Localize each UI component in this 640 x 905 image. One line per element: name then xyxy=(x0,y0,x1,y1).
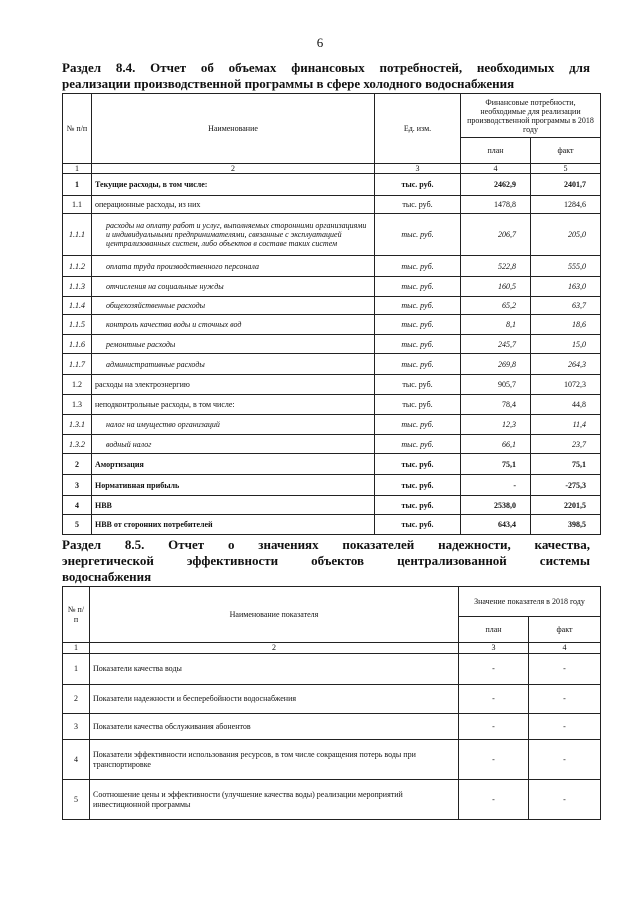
row-fact: -275,3 xyxy=(531,475,601,496)
row-unit: тыс. руб. xyxy=(375,435,461,454)
row-plan: 78,4 xyxy=(461,395,531,415)
row-plan: - xyxy=(459,654,529,685)
row-plan: 643,4 xyxy=(461,515,531,535)
row-name: Показатели эффективности использования ресурсов, в том числе сокращения потерь воды при транспортировке xyxy=(90,740,459,780)
table-row xyxy=(63,395,601,415)
page-number: 6 xyxy=(316,35,324,50)
column-number: 1 xyxy=(63,643,90,654)
column-number: 4 xyxy=(461,164,531,174)
indicators-table xyxy=(62,586,601,820)
table-row xyxy=(63,315,601,335)
column-numbers-row xyxy=(63,643,601,654)
row-unit: тыс. руб. xyxy=(375,297,461,315)
row-fact: 44,8 xyxy=(531,395,601,415)
row-name: Показатели качества воды xyxy=(90,654,459,685)
table-row xyxy=(63,335,601,354)
column-number: 3 xyxy=(375,164,461,174)
column-number: 5 xyxy=(531,164,601,174)
section-8-5-title-line3: водоснабжения xyxy=(62,569,152,584)
row-num: 1 xyxy=(63,174,92,196)
header-financial-needs: Финансовые потребности, необходимые для реализации производственной программы в 2018 году xyxy=(461,94,601,138)
row-fact: 555,0 xyxy=(531,256,601,277)
row-num: 1.1.5 xyxy=(63,315,92,335)
row-unit: тыс. руб. xyxy=(375,354,461,375)
column-number: 4 xyxy=(529,643,601,654)
row-plan: 2462,9 xyxy=(461,174,531,196)
row-num: 3 xyxy=(63,714,90,740)
table-row xyxy=(63,354,601,375)
row-name: Показатели качества обслуживания абонентов xyxy=(90,714,459,740)
row-plan: 2538,0 xyxy=(461,496,531,515)
table-row xyxy=(63,515,601,535)
row-plan: - xyxy=(461,475,531,496)
row-num: 2 xyxy=(63,685,90,714)
row-num: 4 xyxy=(63,740,90,780)
row-plan: 75,1 xyxy=(461,454,531,475)
row-name: оплата труда производственного персонала xyxy=(92,256,375,277)
section-8-4-title-line2: реализации производственной программы в сфере холодного водоснабжения xyxy=(62,76,515,91)
row-num: 5 xyxy=(63,515,92,535)
row-name: Текущие расходы, в том числе: xyxy=(92,174,375,196)
row-num: 1.1.2 xyxy=(63,256,92,277)
header-name: Наименование xyxy=(92,94,375,164)
row-num: 1.3.2 xyxy=(63,435,92,454)
row-num: 2 xyxy=(63,454,92,475)
table-row xyxy=(63,475,601,496)
row-name: Соотношение цены и эффективности (улучшение качества воды) реализации мероприятий инвестиционной программы xyxy=(90,780,459,820)
row-name: Амортизация xyxy=(92,454,375,475)
row-name: неподконтрольные расходы, в том числе: xyxy=(92,395,375,415)
row-num: 1.1.7 xyxy=(63,354,92,375)
row-fact: 264,3 xyxy=(531,354,601,375)
table-row xyxy=(63,714,601,740)
row-name: расходы на электроэнергию xyxy=(92,375,375,395)
header-unit: Ед. изм. xyxy=(375,94,461,164)
row-name: Нормативная прибыль xyxy=(92,475,375,496)
row-plan: 65,2 xyxy=(461,297,531,315)
row-unit: тыс. руб. xyxy=(375,515,461,535)
table-row xyxy=(63,415,601,435)
row-unit: тыс. руб. xyxy=(375,174,461,196)
row-fact: 23,7 xyxy=(531,435,601,454)
table-row xyxy=(63,174,601,196)
row-unit: тыс. руб. xyxy=(375,454,461,475)
header-plan: план xyxy=(461,138,531,164)
row-plan: 905,7 xyxy=(461,375,531,395)
row-fact: 1072,3 xyxy=(531,375,601,395)
row-fact: 1284,6 xyxy=(531,196,601,214)
table-row xyxy=(63,214,601,256)
row-fact: 11,4 xyxy=(531,415,601,435)
row-fact: 205,0 xyxy=(531,214,601,256)
financial-needs-table xyxy=(62,93,601,535)
table-row xyxy=(63,685,601,714)
header-indicator-value: Значение показателя в 2018 году xyxy=(459,587,601,617)
header-num: № п/п xyxy=(63,587,90,643)
row-plan: - xyxy=(459,714,529,740)
row-name: общехозяйственные расходы xyxy=(92,297,375,315)
row-plan: - xyxy=(459,740,529,780)
row-fact: - xyxy=(529,740,601,780)
row-fact: 398,5 xyxy=(531,515,601,535)
table-row xyxy=(63,496,601,515)
section-8-5-heading xyxy=(62,537,590,585)
row-plan: 269,8 xyxy=(461,354,531,375)
row-num: 4 xyxy=(63,496,92,515)
table-row xyxy=(63,654,601,685)
row-plan: 12,3 xyxy=(461,415,531,435)
row-num: 1.1.6 xyxy=(63,335,92,354)
row-unit: тыс. руб. xyxy=(375,496,461,515)
header-indicator-name: Наименование показателя xyxy=(90,587,459,643)
row-unit: тыс. руб. xyxy=(375,277,461,297)
row-num: 3 xyxy=(63,475,92,496)
row-name: контроль качества воды и сточных вод xyxy=(92,315,375,335)
row-num: 1.1.1 xyxy=(63,214,92,256)
column-number: 3 xyxy=(459,643,529,654)
row-name: НВВ от сторонних потребителей xyxy=(92,515,375,535)
row-unit: тыс. руб. xyxy=(375,335,461,354)
row-num: 1.1.4 xyxy=(63,297,92,315)
row-unit: тыс. руб. xyxy=(375,375,461,395)
table-row xyxy=(63,740,601,780)
table-row xyxy=(63,375,601,395)
row-unit: тыс. руб. xyxy=(375,415,461,435)
row-plan: - xyxy=(459,685,529,714)
row-unit: тыс. руб. xyxy=(375,315,461,335)
row-num: 1.2 xyxy=(63,375,92,395)
row-num: 5 xyxy=(63,780,90,820)
row-unit: тыс. руб. xyxy=(375,214,461,256)
row-num: 1.3.1 xyxy=(63,415,92,435)
column-number: 2 xyxy=(92,164,375,174)
column-number: 1 xyxy=(63,164,92,174)
section-8-4-heading xyxy=(62,60,590,92)
row-name: ремонтные расходы xyxy=(92,335,375,354)
section-8-5-title-line1: Раздел 8.5. Отчет о значениях показателей надежности, качества, xyxy=(62,537,590,552)
row-unit: тыс. руб. xyxy=(375,256,461,277)
table-row xyxy=(63,297,601,315)
row-name: НВВ xyxy=(92,496,375,515)
financial-needs-rows xyxy=(63,174,601,535)
table-row xyxy=(63,277,601,297)
section-8-4-title-line1: Раздел 8.4. Отчет об объемах финансовых потребностей, необходимых для xyxy=(62,60,590,75)
row-plan: 160,5 xyxy=(461,277,531,297)
table-row xyxy=(63,435,601,454)
row-plan: 522,8 xyxy=(461,256,531,277)
row-plan: - xyxy=(459,780,529,820)
header-fact: факт xyxy=(529,617,601,643)
row-num: 1 xyxy=(63,654,90,685)
row-fact: - xyxy=(529,780,601,820)
header-fact: факт xyxy=(531,138,601,164)
row-fact: - xyxy=(529,654,601,685)
column-numbers-row xyxy=(63,164,601,174)
row-name: расходы на оплату работ и услуг, выполняемых сторонними организациями и индивидуальными предпринимателями, связанные с эксплуатацией централизованных систем, либо объектов в составе таких систем xyxy=(92,214,375,256)
indicators-rows xyxy=(63,654,601,820)
section-8-5-title-line2: энергетической эффективности объектов централизованной системы xyxy=(62,553,590,568)
row-name: водный налог xyxy=(92,435,375,454)
row-name: Показатели надежности и бесперебойности водоснабжения xyxy=(90,685,459,714)
table-row xyxy=(63,196,601,214)
row-fact: 2401,7 xyxy=(531,174,601,196)
row-name: налог на имущество организаций xyxy=(92,415,375,435)
row-fact: 163,0 xyxy=(531,277,601,297)
header-num: № п/п xyxy=(63,94,92,164)
row-fact: - xyxy=(529,714,601,740)
row-plan: 8,1 xyxy=(461,315,531,335)
header-plan: план xyxy=(459,617,529,643)
row-unit: тыс. руб. xyxy=(375,395,461,415)
row-plan: 206,7 xyxy=(461,214,531,256)
table-row xyxy=(63,780,601,820)
row-plan: 245,7 xyxy=(461,335,531,354)
row-fact: - xyxy=(529,685,601,714)
row-num: 1.1 xyxy=(63,196,92,214)
row-fact: 63,7 xyxy=(531,297,601,315)
row-name: операционные расходы, из них xyxy=(92,196,375,214)
row-unit: тыс. руб. xyxy=(375,196,461,214)
table-row xyxy=(63,256,601,277)
row-unit: тыс. руб. xyxy=(375,475,461,496)
row-num: 1.3 xyxy=(63,395,92,415)
row-name: отчисления на социальные нужды xyxy=(92,277,375,297)
row-name: административные расходы xyxy=(92,354,375,375)
row-plan: 66,1 xyxy=(461,435,531,454)
row-num: 1.1.3 xyxy=(63,277,92,297)
table-row xyxy=(63,454,601,475)
row-plan: 1478,8 xyxy=(461,196,531,214)
row-fact: 18,6 xyxy=(531,315,601,335)
column-number: 2 xyxy=(90,643,459,654)
row-fact: 15,0 xyxy=(531,335,601,354)
row-fact: 2201,5 xyxy=(531,496,601,515)
row-fact: 75,1 xyxy=(531,454,601,475)
